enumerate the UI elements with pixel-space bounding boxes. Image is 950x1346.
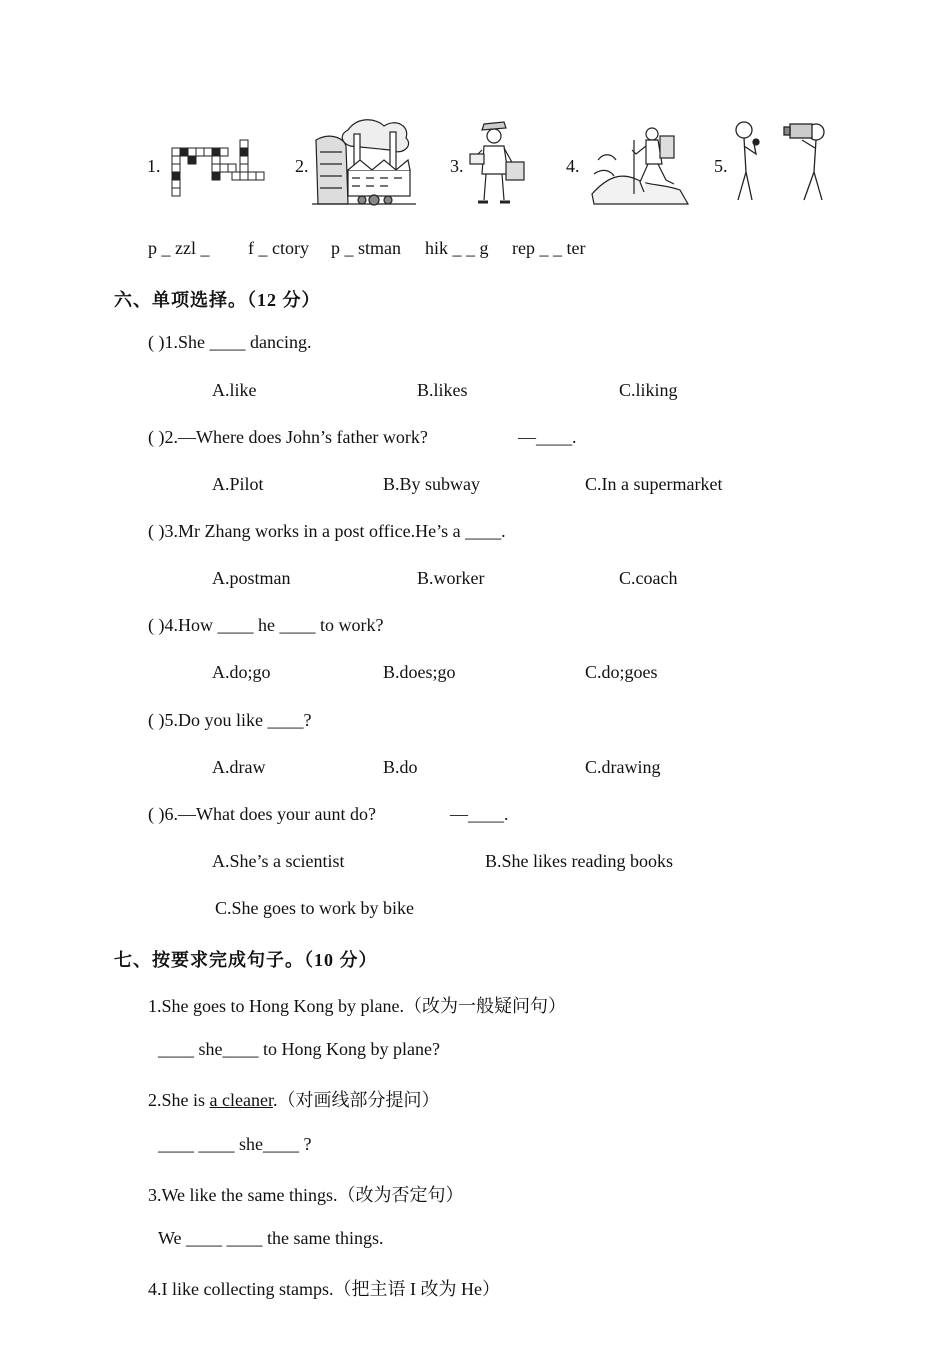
task-instruction: （对画线部分提问）	[277, 1090, 440, 1110]
option-a: A.like	[212, 380, 257, 400]
task-sentence: 4.I like collecting stamps.	[148, 1279, 334, 1299]
option-c: C.She goes to work by bike	[215, 898, 414, 918]
sentence-end: .	[272, 1090, 278, 1110]
hiker-icon	[588, 120, 690, 206]
option-b: B.likes	[417, 380, 468, 400]
question-stem: ( )5.Do you like ____?	[148, 710, 312, 730]
option-c: C.do;goes	[585, 662, 658, 682]
factory-icon	[310, 112, 418, 208]
picture-label-1: 1.	[147, 156, 161, 176]
task-2	[148, 1086, 439, 1112]
crossword-puzzle-icon	[168, 136, 268, 202]
option-a: A.postman	[212, 568, 291, 588]
word-blank-2: f _ ctory	[248, 238, 309, 258]
option-c: C.In a supermarket	[585, 474, 723, 494]
picture-label-2: 2.	[295, 156, 309, 176]
task-1	[148, 992, 566, 1018]
option-c: C.coach	[619, 568, 678, 588]
option-b: B.does;go	[383, 662, 456, 682]
question-stem: ( )4.How ____ he ____ to work?	[148, 615, 384, 635]
option-b: B.By subway	[383, 474, 481, 494]
picture-label-5: 5.	[714, 156, 728, 176]
option-b: B.worker	[417, 568, 485, 588]
reporter-icon	[730, 118, 830, 206]
task-instruction: （把主语 I 改为 He）	[333, 1279, 500, 1299]
option-a: A.do;go	[212, 662, 271, 682]
section7-title: 七、按要求完成句子。（10 分）	[114, 950, 378, 970]
option-c: C.drawing	[585, 757, 661, 777]
question-stem: ( )6.—What does your aunt do?	[148, 804, 376, 824]
word-blank-4: hik _ _ g	[425, 238, 489, 258]
answer-blank: —____.	[450, 804, 509, 824]
question-stem: ( )3.Mr Zhang works in a post office.He’s a ____.	[148, 521, 506, 541]
task-sentence: 3.We like the same things.	[148, 1185, 338, 1205]
word-blank-3: p _ stman	[331, 238, 401, 258]
option-a: A.She’s a scientist	[212, 851, 345, 871]
option-c: C.liking	[619, 380, 678, 400]
task-instruction: （改为一般疑问句）	[403, 996, 566, 1016]
task-3	[148, 1181, 464, 1207]
picture-label-3: 3.	[450, 156, 464, 176]
task-sentence: 1.She goes to Hong Kong by plane.	[148, 996, 404, 1016]
task-1-answer: ____ she____ to Hong Kong by plane?	[158, 1039, 440, 1059]
word-blank-5: rep _ _ ter	[512, 238, 586, 258]
question-stem: ( )2.—Where does John’s father work?	[148, 427, 428, 447]
task-4	[148, 1275, 500, 1301]
option-a: A.draw	[212, 757, 266, 777]
answer-blank: —____.	[518, 427, 577, 447]
option-a: A.Pilot	[212, 474, 264, 494]
option-b: B.do	[383, 757, 418, 777]
underlined-phrase: a cleaner	[209, 1090, 273, 1110]
question-stem: ( )1.She ____ dancing.	[148, 332, 312, 352]
postman-icon	[468, 116, 528, 206]
picture-label-4: 4.	[566, 156, 580, 176]
task-2-answer: ____ ____ she____ ?	[158, 1134, 312, 1154]
task-3-answer: We ____ ____ the same things.	[158, 1228, 384, 1248]
section6-title: 六、单项选择。（12 分）	[114, 290, 321, 310]
word-blank-1: p _ zzl _	[148, 238, 210, 258]
option-b: B.She likes reading books	[485, 851, 673, 871]
task-instruction: （改为否定句）	[337, 1185, 464, 1205]
task-sentence: 2.She is	[148, 1090, 210, 1110]
